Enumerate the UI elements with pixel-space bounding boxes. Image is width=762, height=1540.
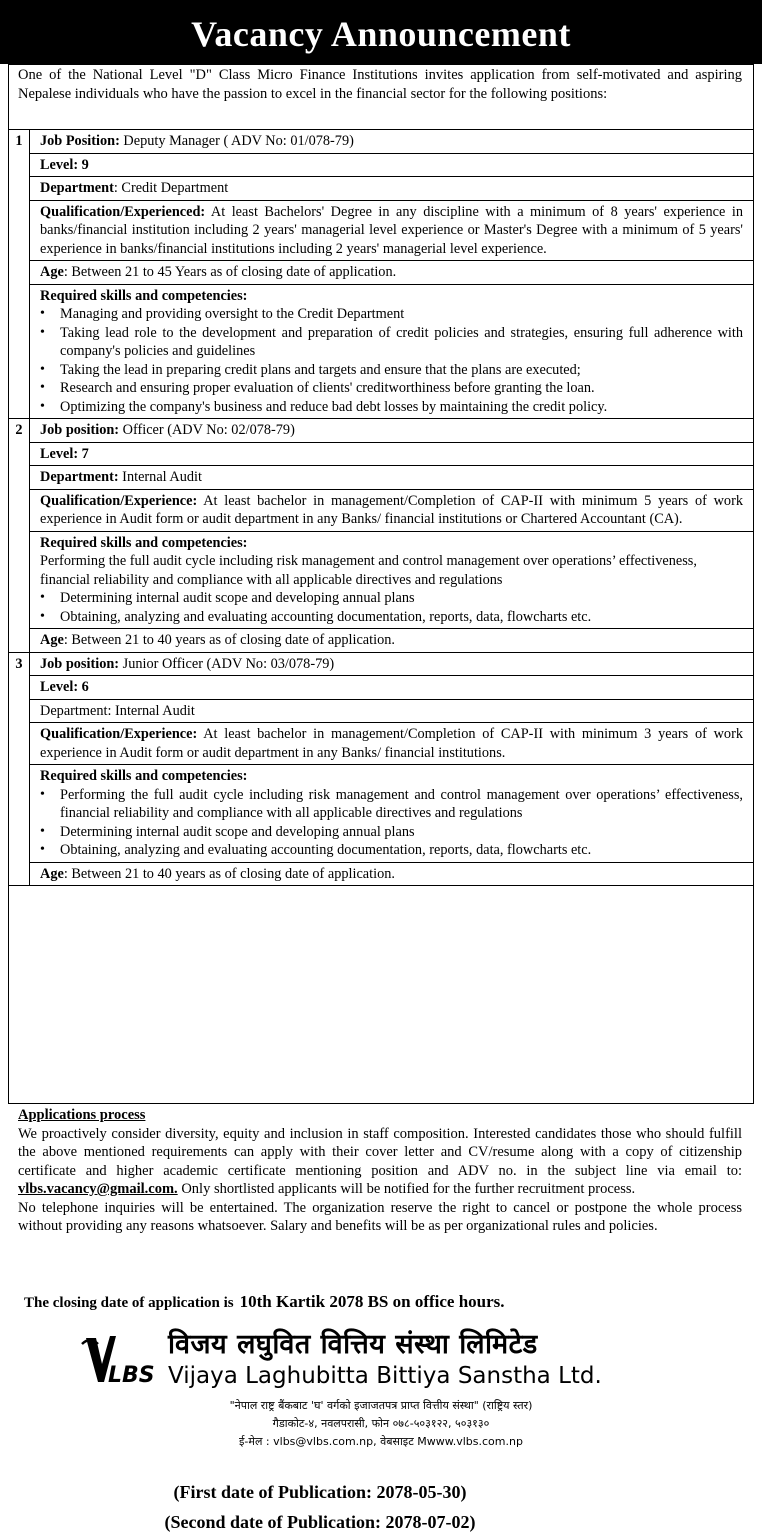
job-qualification-value: At least bachelor in management/Completion of CAP-II with minimum 3 years of work experience in Audit form or audit department in any Banks/ financial institutions. [40,726,743,761]
job-age-value: : Between 21 to 45 Years as of closing date of application. [63,264,397,280]
list-item: • Determining internal audit scope and developing annual plans [60,823,743,842]
list-item: • Obtaining, analyzing and evaluating accounting documentation, reports, data, flowcharts etc. [60,608,743,627]
table-row [9,723,754,765]
job-level-text: Level: 9 [40,156,89,173]
table-row [9,629,754,653]
job-position-label: Job position: [40,655,120,672]
table-row [9,765,754,863]
application-email: vlbs.vacancy@gmail.com. [18,1181,178,1197]
table-row [9,284,754,419]
job-department [30,177,754,201]
job-position-label: Job Position: [40,133,120,149]
list-item: • Research and ensuring proper evaluation of clients' creditworthiness before granting the loan. [60,379,743,398]
closing-date [24,1292,505,1312]
closing-date-label: The closing date of application is [24,1295,234,1311]
skills-title: Required skills and competencies: [40,534,248,551]
job-skills [30,531,754,629]
page-title: Vacancy Announcement [0,0,762,64]
job-position [30,419,754,443]
job-position-value: Officer (ADV No: 02/078-79) [119,422,295,438]
skills-list [40,305,743,416]
org-contact-line: ई-मेल : vlbs@vlbs.com.np, वेबसाइट Mwww.vlbs.com.np [239,1435,523,1448]
job-department-label: Department [40,180,114,196]
job-age [30,629,754,653]
closing-date-value: 10th Kartik 2078 BS on office hours. [239,1292,505,1311]
job-age-value: : Between 21 to 40 years as of closing date of application. [63,865,395,882]
job-qualification [30,489,754,531]
job-position [30,130,754,154]
job-qualification [30,723,754,765]
table-row [9,676,754,700]
job-position-label: Job position: [40,422,120,438]
table-row [9,862,754,886]
svg-text:LBS: LBS [108,1363,155,1388]
job-position-value: Junior Officer (ADV No: 03/078-79) [119,655,335,672]
vlbs-logo-icon [76,1330,156,1390]
job-age-label: Age [40,264,64,280]
skills-list [40,786,743,860]
job-department-value: Internal Audit [118,469,202,485]
applications-text: We proactively consider diversity, equity and inclusion in staff composition. Interested candidates those who should fulfill the above mentioned requirements can apply with their cover letter and CV/resume along with a copy of citizenship certificate and higher academic certificate mentioning position and ADV no. in the subject line via email to: [18,1125,742,1179]
intro-paragraph: One of the National Level "D" Class Micro Finance Institutions invites application from self-motivated and aspiring Nepalese individuals who have the passion to excel in the financial sector for the following positions: [18,67,742,102]
job-department [30,466,754,490]
list-item: • Obtaining, analyzing and evaluating accounting documentation, reports, data, flowcharts etc. [60,841,743,860]
list-item: • Taking lead role to the development and preparation of credit policies and strategies, ensuring full adherence with company's policies and guidelines [60,324,743,361]
job-age-value: : Between 21 to 40 years as of closing date of application. [63,632,395,648]
table-row [9,177,754,201]
job-level-text: Level: 6 [40,679,89,695]
table-row [9,200,754,261]
list-item: • Managing and providing oversight to the Credit Department [60,305,743,324]
table-row [9,489,754,531]
list-item: • Performing the full audit cycle including risk management and control management over operations’ effectiveness, financial reliability and compliance with all applicable directives and regulations [60,786,743,823]
job-qualification-value: At least Bachelors' Degree in any discipline with a minimum of 8 years' experience in banks/financial institution including 2 years' managerial level experience or Master's Degree with a minimum of 5 years' experience in banks/financial institutions including 2 years' managerial level experience. [40,203,743,257]
job-level [30,153,754,177]
job-age [30,862,754,886]
org-name-nepali: विजय लघुवित वित्तिय संस्था लिमिटेड [168,1329,538,1360]
job-number: 2 [9,419,30,653]
skills-title: Required skills and competencies: [40,287,248,304]
skills-title: Required skills and competencies: [40,768,248,784]
org-name-english: Vijaya Laghubitta Bittiya Sanstha Ltd. [168,1363,602,1389]
list-item: • Taking the lead in preparing credit plans and targets and ensure that the plans are executed; [60,361,743,380]
job-skills [30,284,754,419]
job-department: Department: Internal Audit [30,699,754,723]
job-qualification-label: Qualification/Experienced: [40,203,206,220]
job-age-label: Age [40,865,64,882]
job-department-value: : Credit Department [113,180,229,196]
job-qualification-value: At least bachelor in management/Completion of CAP-II with minimum 5 years of work experience in Audit form or audit department in any Banks/ financial institutions or Chartered Accountant (CA). [40,492,743,527]
job-department-label: Department: [40,469,119,485]
table-row [9,153,754,177]
applications-text: Only shortlisted applicants will be notified for the further recruitment process. [177,1181,636,1197]
applications-paragraph [18,1125,742,1199]
job-level-text: Level: 7 [40,445,89,462]
jobs-table [8,129,754,886]
table-row [9,531,754,629]
job-number: 3 [9,652,30,886]
job-age-label: Age [40,632,64,648]
applications-section [18,1106,742,1236]
job-qualification-label: Qualification/Experience: [40,492,198,509]
applications-title: Applications process [18,1107,146,1123]
job-level [30,442,754,466]
org-address-line: गैडाकोट-४, नवलपरासी, फोन ०७८-५०३१२२, ५०३१३० [272,1417,490,1430]
table-row [9,699,754,723]
job-position [30,652,754,676]
table-row [9,466,754,490]
org-license-line: "नेपाल राष्ट्र बैंकबाट 'घ' वर्गको इजाजतपत्र प्राप्त वित्तीय संस्था" (राष्ट्रिय स्तर) [229,1399,533,1412]
job-qualification [30,200,754,261]
job-level [30,676,754,700]
job-position-value: Deputy Manager ( ADV No: 01/078-79) [119,133,354,149]
job-age [30,261,754,285]
job-qualification-label: Qualification/Experience: [40,726,198,742]
table-row [9,419,754,443]
applications-note: No telephone inquiries will be entertained. The organization reserve the right to cancel or postpone the whole process without providing any reasons whatsoever. Salary and benefits will be as per organizational rules and policies. [18,1199,742,1234]
table-row [9,652,754,676]
list-item: • Determining internal audit scope and developing annual plans [60,589,743,608]
list-item: • Optimizing the company's business and reduce bad debt losses by maintaining the credit policy. [60,398,743,417]
skills-list [40,589,743,626]
job-skills [30,765,754,863]
second-publication-date: (Second date of Publication: 2078-07-02) [164,1512,476,1532]
first-publication-date: (First date of Publication: 2078-05-30) [173,1482,467,1502]
table-row [9,261,754,285]
skills-intro: Performing the full audit cycle including risk management and control management over operations’ effectiveness, financial reliability and compliance with all applicable directives and regulations [40,553,697,588]
table-row [9,442,754,466]
table-row [9,130,754,154]
job-number: 1 [9,130,30,419]
